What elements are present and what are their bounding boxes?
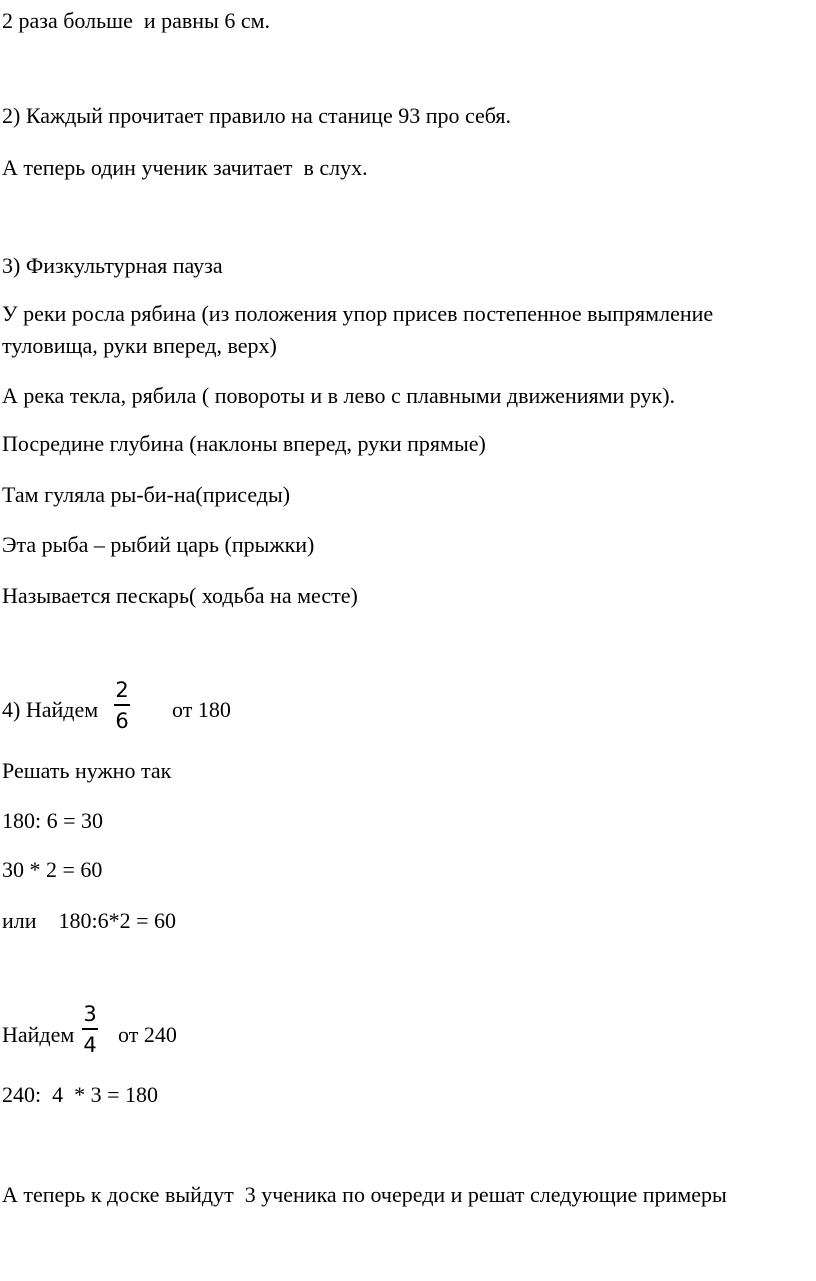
pause-line-1b: туловища, руки вперед, верх) <box>2 333 277 358</box>
fraction-numerator: 3 <box>83 1002 97 1026</box>
task-3-heading: 3) Физкультурная пауза <box>2 253 223 278</box>
fraction-bar <box>82 1028 98 1030</box>
fraction-denominator: 4 <box>83 1032 97 1057</box>
solution-step-1: 180: 6 = 30 <box>2 808 104 833</box>
task-5-of-value: от 240 <box>118 1022 177 1047</box>
solution-step-2: 30 * 2 = 60 <box>2 857 103 882</box>
text-line-read-aloud: А теперь один ученик зачитает в слух. <box>2 155 368 180</box>
fraction-bar <box>114 704 130 706</box>
pause-line-6: Называется пескарь( ходьба на месте) <box>2 583 358 608</box>
solution-intro: Решать нужно так <box>2 758 172 783</box>
pause-line-4: Там гуляла ры-би-на(приседы) <box>2 482 291 507</box>
pause-line-2: А река текла, рябила ( повороты и в лево с плавными движениями рук). <box>2 383 676 408</box>
solution-combined: или 180:6*2 = 60 <box>2 908 177 933</box>
task-4-of-value: от 180 <box>172 697 231 722</box>
closing-instruction: А теперь к доске выйдут 3 ученика по очереди и решат следующие примеры <box>2 1182 727 1207</box>
task-5-label: Найдем <box>2 1022 75 1047</box>
text-line-comparison: 2 раза больше и равны 6 см. <box>2 8 271 33</box>
fraction-three-quarters <box>82 1002 98 1057</box>
fraction-two-sixths <box>114 678 130 733</box>
fraction-denominator: 6 <box>115 708 129 733</box>
task-4-label: 4) Найдем <box>2 697 99 722</box>
task-5-solution: 240: 4 * 3 = 180 <box>2 1082 159 1107</box>
fraction-numerator: 2 <box>115 678 129 702</box>
pause-line-1a: У реки росла рябина (из положения упор присев постепенное выпрямление <box>2 301 714 326</box>
pause-line-5: Эта рыба – рыбий царь (прыжки) <box>2 532 315 557</box>
pause-line-3: Посредине глубина (наклоны вперед, руки прямые) <box>2 431 486 456</box>
task-2-read-rule: 2) Каждый прочитает правило на станице 93 про себя. <box>2 103 512 128</box>
